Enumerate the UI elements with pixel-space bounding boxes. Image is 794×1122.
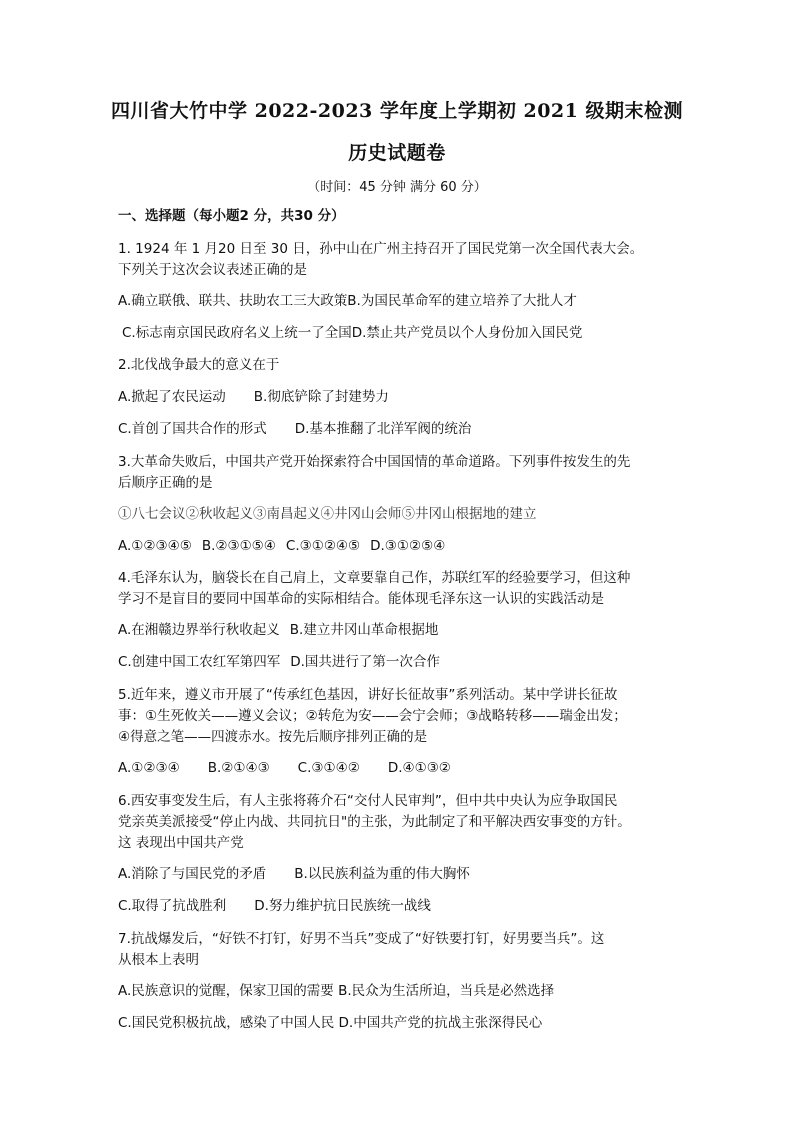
- question-2-option-d: D.基本推翻了北洋军阀的统治: [294, 421, 472, 437]
- question-5-stem-line-2: 事：①生死攸关——遵义会议；②转危为安——会宁会师；③战略转移——瑞金出发；: [118, 708, 627, 724]
- question-3-events: ①八七会议②秋收起义③南昌起义④井冈山会师⑤井冈山根据地的建立: [118, 506, 537, 522]
- question-4-stem-line-2: 学习不是盲目的要同中国革命的实际相结合。能体现毛泽东这一认识的实践活动是: [118, 591, 604, 607]
- question-7-stem-line-2: 从根本上表明: [118, 952, 199, 968]
- question-5-stem-line-1: 5.近年来，遵义市开展了“传承红色基因，讲好长征故事”系列活动。某中学讲长征故: [118, 687, 618, 703]
- question-1-options-row-2: C.标志南京国民政府名义上统一了全国D.禁止共产党员以个人身份加入国民党: [122, 325, 583, 341]
- question-2-options-row-1: [118, 388, 389, 406]
- question-2-options-row-2: [118, 420, 471, 438]
- question-5-option-b: B.②①④③: [207, 760, 270, 776]
- question-4-options-row-2: [118, 653, 440, 671]
- question-6-options-row-1: [118, 865, 470, 883]
- question-1-stem-line-1: 1. 1924 年 1 月20 日至 30 日，孙中山在广州主持召开了国民党第一次全国代表大会。: [118, 241, 644, 257]
- question-2-stem: 2.北伐战争最大的意义在于: [118, 357, 280, 373]
- question-3-stem-line-2: 后顺序正确的是: [118, 475, 213, 491]
- question-1-options-row-1: A.确立联俄、联共、扶助农工三大政策B.为国民革命军的建立培养了大批人才: [118, 293, 577, 309]
- question-5-options: [118, 759, 451, 777]
- question-4-options-row-1: [118, 621, 438, 639]
- question-3-option-a: A.①②③④⑤: [118, 538, 192, 554]
- question-6-option-b: B.以民族利益为重的伟大胸怀: [294, 866, 470, 882]
- question-4-option-b: B.建立井冈山革命根据地: [289, 622, 439, 638]
- question-6-option-a: A.消除了与国民党的矛盾: [118, 866, 267, 882]
- question-3-option-b: B.②③①⑤④: [201, 538, 276, 554]
- exam-info: （时间：45 分钟 满分 60 分）: [307, 180, 487, 195]
- question-5-stem-line-3: ④得意之笔——四渡赤水。按先后顺序排列正确的是: [118, 729, 428, 745]
- question-4-option-d: D.国共进行了第一次合作: [290, 654, 440, 670]
- exam-subject-title: 历史试题卷: [348, 142, 446, 164]
- question-5-option-d: D.④①③②: [387, 760, 451, 776]
- question-2-option-a: A.掀起了农民运动: [118, 389, 226, 405]
- question-6-options-row-2: [118, 897, 431, 915]
- question-4-option-a: A.在湘赣边界举行秋收起义: [118, 622, 280, 638]
- exam-title: 四川省大竹中学 2022-2023 学年度上学期初 2021 级期末检测: [111, 100, 683, 122]
- question-4-option-c: C.创建中国工农红军第四军: [118, 654, 281, 670]
- question-3-stem-line-1: 3.大革命失败后，中国共产党开始探索符合中国国情的革命道路。下列事件按发生的先: [118, 454, 631, 470]
- question-7-options-row-2: C.国民党积极抗战，感染了中国人民 D.中国共产党的抗战主张深得民心: [118, 1015, 543, 1031]
- question-1-stem-line-2: 下列关于这次会议表述正确的是: [118, 262, 307, 278]
- question-6-stem-line-1: 6.西安事变发生后，有人主张将蒋介石“交付人民审判”，但中共中央认为应争取国民: [118, 793, 618, 809]
- question-4-stem-line-1: 4.毛泽东认为，脑袋长在自己肩上，文章要靠自己作，苏联红军的经验要学习，但这种: [118, 570, 631, 586]
- question-6-stem-line-2: 党亲英美派接受“停止内战、共同抗日"的主张，为此制定了和平解决西安事变的方针。: [118, 814, 631, 830]
- question-7-stem-line-1: 7.抗战爆发后，“好铁不打钉，好男不当兵”变成了“好铁要打钉，好男要当兵”。这: [118, 931, 605, 947]
- section-heading: 一、选择题（每小题2 分，共30 分）: [118, 208, 345, 224]
- question-2-option-c: C.首创了国共合作的形式: [118, 421, 267, 437]
- question-6-option-d: D.努力维护抗日民族统一战线: [254, 898, 431, 914]
- question-2-option-b: B.彻底铲除了封建势力: [253, 389, 389, 405]
- question-3-options: [118, 537, 445, 555]
- question-3-option-c: C.③①②④⑤: [285, 538, 361, 554]
- question-5-option-a: A.①②③④: [118, 760, 180, 776]
- question-6-option-c: C.取得了抗战胜利: [118, 898, 227, 914]
- question-6-stem-line-3: 这 表现出中国共产党: [118, 835, 244, 851]
- question-5-option-c: C.③①④②: [297, 760, 360, 776]
- question-7-options-row-1: A.民族意识的觉醒，保家卫国的需要 B.民众为生活所迫，当兵是必然选择: [118, 983, 555, 999]
- question-3-option-d: D.③①②⑤④: [370, 538, 446, 554]
